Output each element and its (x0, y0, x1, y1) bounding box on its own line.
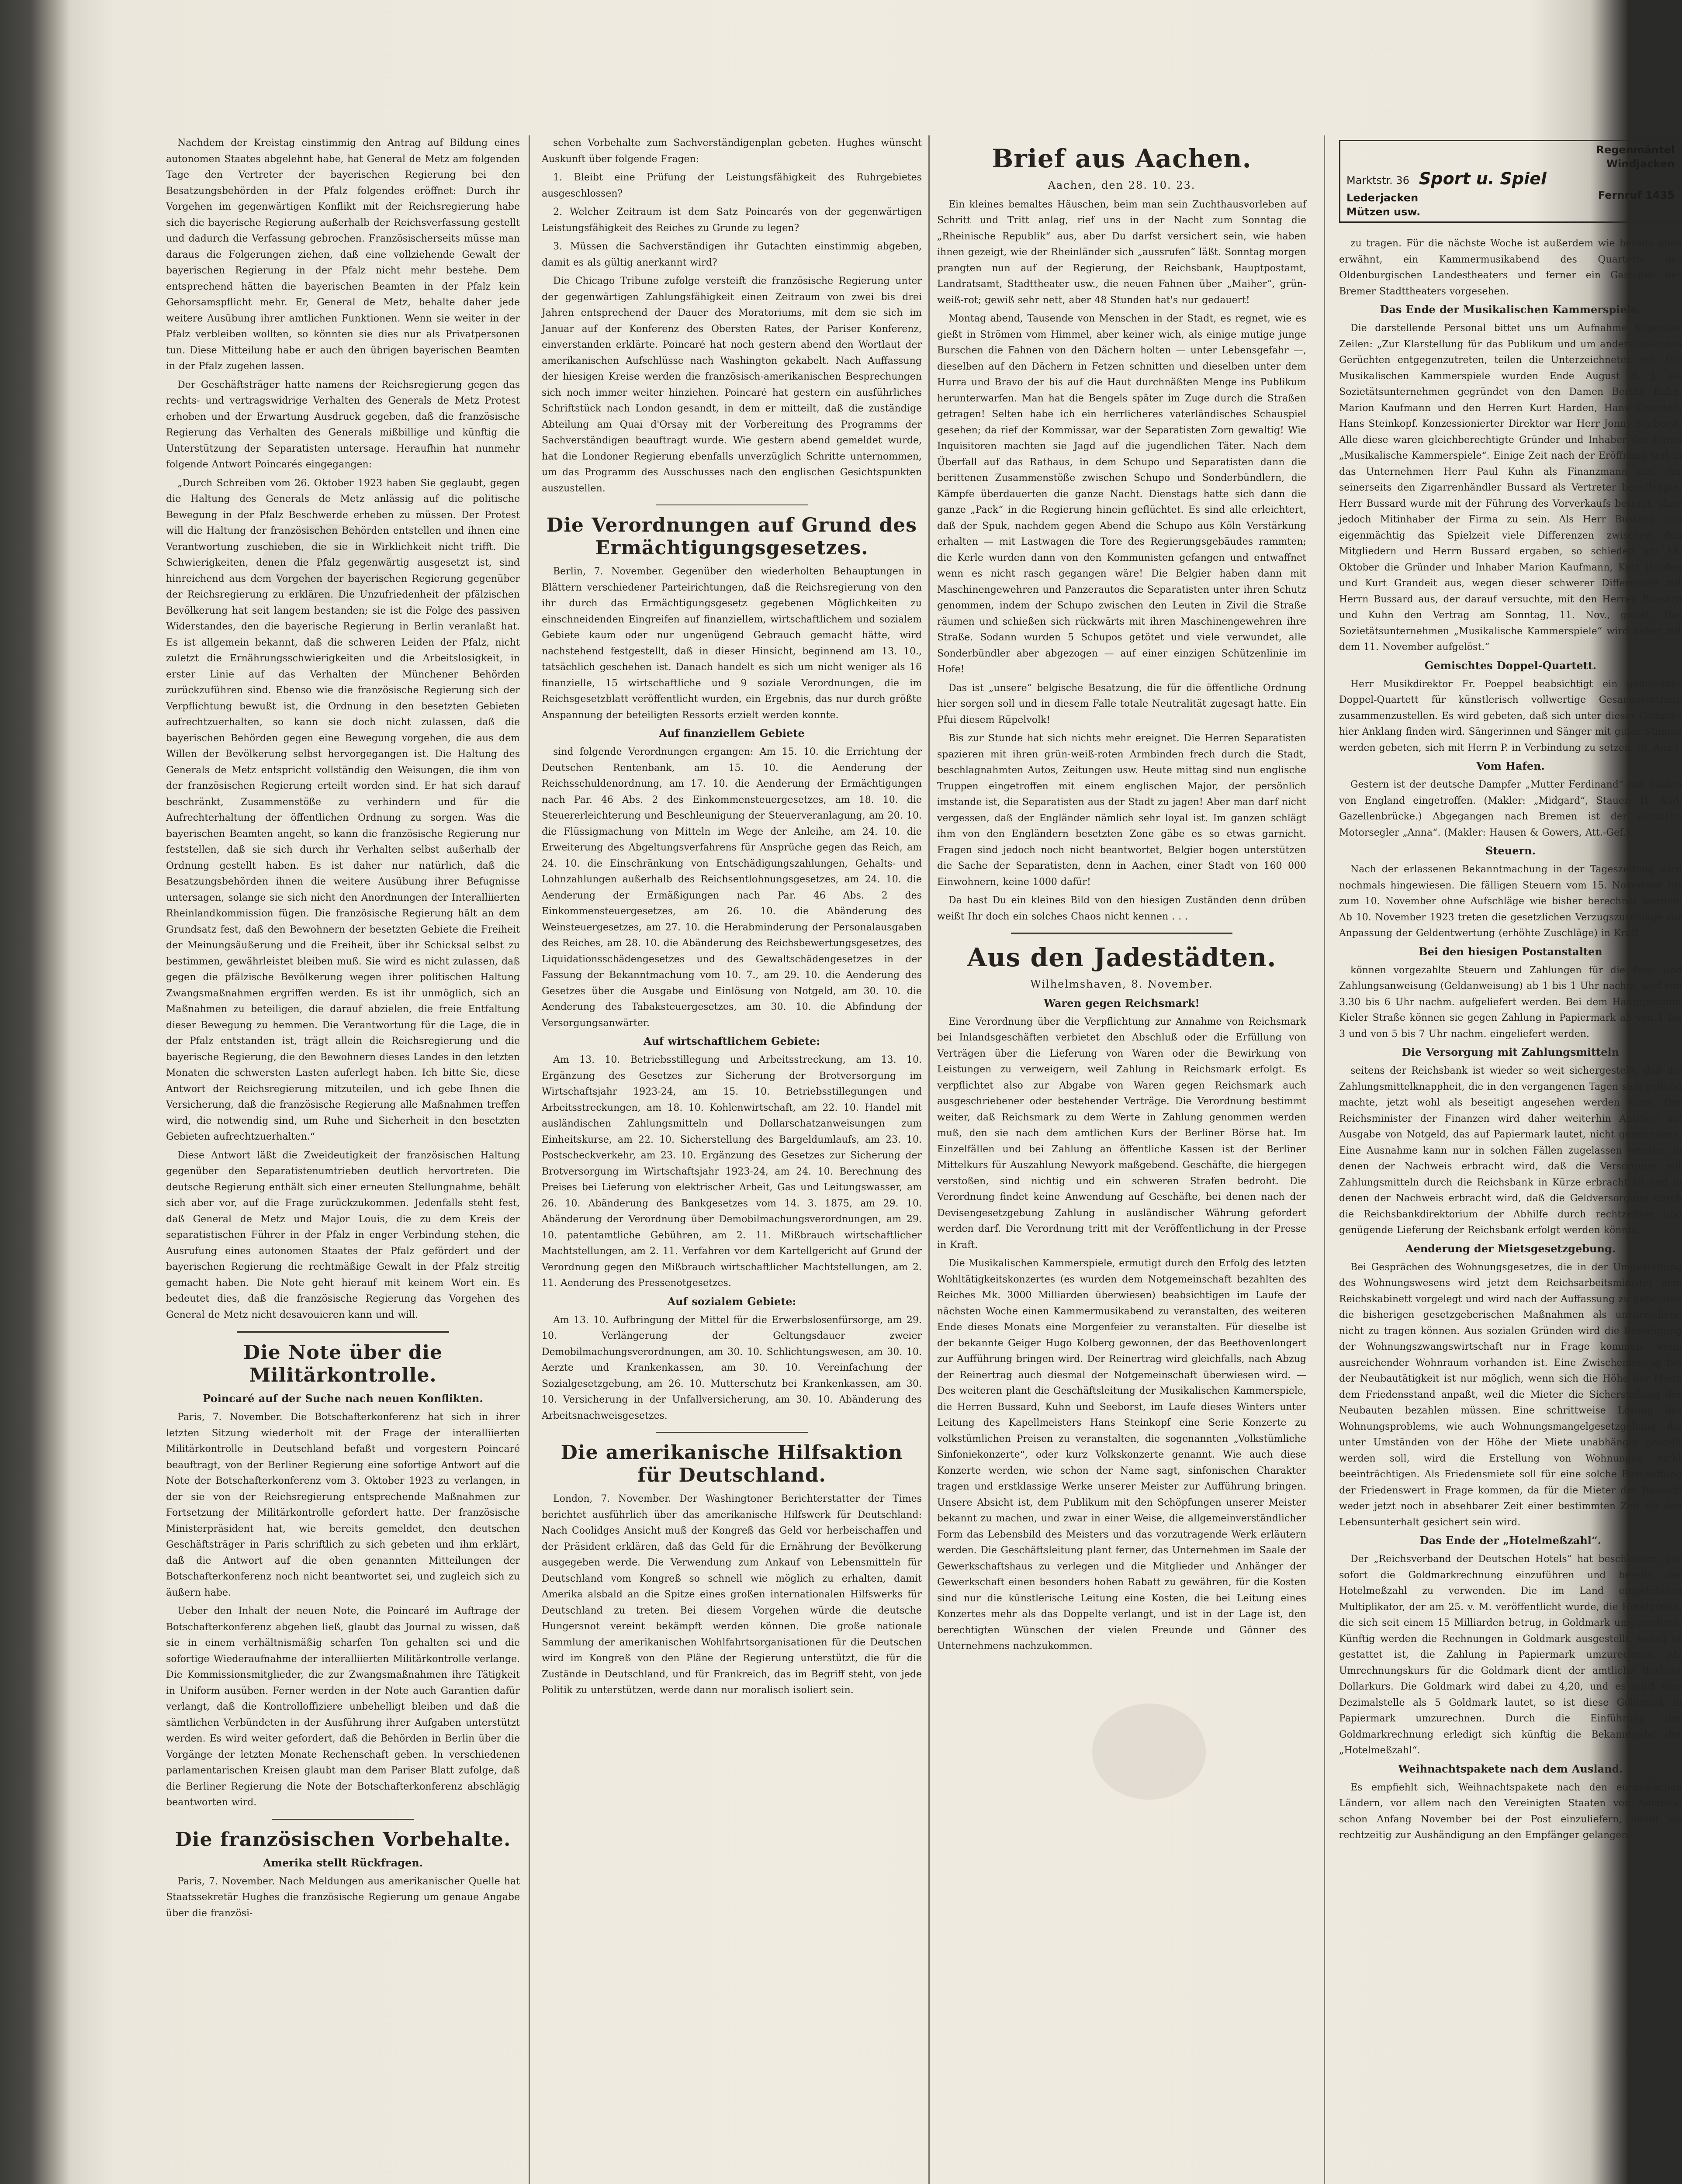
article-paragraph: Nach der erlassenen Bekanntmachung in der Tageszeitung wird nochmals hingewiesen. Die fälligen Steuern vom 15. November bis zum 10. November ohne Aufschläge wie bisher berechnet werden. Ab 10. November 1923 treten die gesetzlichen Verzugszuschläge zur Anpassung der Geldentwertung (erhöhte Zuschläge) in Kraft. (1339, 864, 1682, 939)
news-item-heading: Das Ende der „Hotelmeßzahl“. (1419, 1534, 1602, 1547)
section-subheading: Auf wirtschaftlichem Gebiete: (643, 1035, 820, 1047)
dateline: Aachen, den 28. 10. 23. (1048, 179, 1196, 191)
article-separator (272, 1819, 414, 1820)
article-paragraph: Bei Gesprächen des Wohnungsgesetzes, die in der Umgestaltung des Wohnungswesens wird jetzt dem Reichsarbeitsminister dem Reichskabinett vorgelegt und wird nach der Auffassung zu gebe, daß die bisherigen gesetzgeberischen Maßnahmen als unzureichend nicht zu tragen können. Aus sozialen Gründen wird die Beseitigung der Wohnungszwangswirtschaft nur in Frage kommen, wenn ausreichender Wohnraum vorhanden ist. Eine Zwischenlösung bei der Neubautätigkeit ist nur möglich, wenn sich die Höhe der Miete dem Friedensstand anpaßt, weil die Mieter die Sicherstellung der Neubauten bezahlen müssen. Eine schrittweise Lösung des Wohnungsproblems, wie auch Wohnungsmangelgesetzgebung, die unter Umständen von der Höhe der Miete unabhängig gestellt werden soll, wird die Erstellung von Wohnungen nicht beeinträchtigen. Als Friedensmiete soll für eine solche Beschaffung der Friedenswert in Frage kommen, da für die Mieter der Baustoff weder jetzt noch in absehbarer Zeit einer bestimmten Zeit für den Lebensunterhalt gesichert sein wird. (1339, 1261, 1682, 1528)
article-paragraph: 1. Bleibt eine Prüfung der Leistungsfähigkeit des Ruhrgebietes ausgeschlossen? (542, 172, 922, 199)
headline-jadestaedte: Aus den Jadestädten. (967, 943, 1277, 972)
news-item-heading: Weihnachtspakete nach dem Ausland. (1398, 1762, 1623, 1775)
article-paragraph: Ein kleines bemaltes Häuschen, beim man sein Zuchthausvorleben auf Schritt und Tritt anlag, rief uns in der Nacht zum Sonntag die „Rheinische Republik“ aus, aber Du darfst versichert sein, wie haben ihnen gezeigt, wie der Rheinländer sich „aussrufen“ läßt. Sonntag morgen prangten nun auf der Regierung, der Reichsbank, Hauptpostamt, Landratsamt, Stadttheater usw., die neuen Fahnen über „Maiher“, grün-weiß-rot; gewiß sehr nett, aber 48 Stunden hat's nur gedauert! (937, 199, 1306, 306)
ad-text: Lederjacken (1346, 192, 1419, 204)
article-paragraph: seitens der Reichsbank ist wieder so weit sichergestellt, daß die Zahlungsmittelknappheit, die in den vergangenen Tagen sich geltend machte, jetzt wohl als beseitigt angesehen werden kann. Der Reichsminister der Finanzen wird daher weiterhin Anträge auf Ausgabe von Notgeld, das auf Papiermark lautet, nicht genehmigen. Eine Ausnahme kann nur in solchen Fällen zugelassen werden, in denen der Nachweis erbracht wird, daß die Versorgung mit Zahlungsmitteln durch die Reichsbank in Kürze erbracht ist und in denen der Nachweis erbracht wird, daß die Geldversorgung durch die Reichsbankdirektorium der Abhilfe durch rechtzeitige und genügende Lieferung der Reichsbank erfolgt werden könnte. (1339, 1065, 1682, 1236)
column-1 (166, 135, 520, 2184)
column-rule (1324, 135, 1325, 2184)
news-item-heading: Das Ende der Musikalischen Kammerspiele. (1380, 303, 1641, 316)
article-paragraph: 3. Müssen die Sachverständigen ihr Gutachten einstimmig abgeben, damit es als gültig anerkannt wird? (542, 241, 922, 268)
article-paragraph: schen Vorbehalte zum Sachverständigenplan gebeten. Hughes wünscht Auskunft über folgende Fragen: (542, 138, 922, 165)
headline-brief-aus-aachen: Brief aus Aachen. (992, 144, 1252, 173)
article-paragraph: Ueber den Inhalt der neuen Note, die Poincaré im Auftrage der Botschafterkonferenz abgehen ließ, glaubt das Journal zu wissen, daß sie in einem verhältnismäßig scharfen Ton gehalten sei und die sofortige Wiederaufnahme der interalliierten Militärkontrolle verlange. Die Kommissionsmitglieder, die zur Zwangsmaßnahmen ihre Tätigkeit in Uniform ausüben. Ferner werden in der Note auch Garantien dafür verlangt, daß die Kontrolloffiziere unbehelligt bleiben und daß die sämtlichen Verbündeten in der Ausführung ihrer Aufgaben unterstützt werden. Es wird weiter gefordert, daß die Behörden in Berlin über die Vorgänge der letzten Monate Rechenschaft geben. In verschiedenen parlamentarischen Kreisen glaubt man dem Pariser Blatt zufolge, daß die Berliner Regierung die Note der Botschafterkonferenz abschlägig beantworten wird. (166, 1606, 520, 1808)
article-paragraph: Das ist „unsere“ belgische Besatzung, die für die öffentliche Ordnung hier sorgen soll und in diesem Falle totale Neutralität zugesagt hatte. Ein Pfui diesem Rüpelvolk! (937, 682, 1306, 726)
ad-text: Mützen usw. (1346, 206, 1421, 218)
article-paragraph: Diese Antwort läßt die Zweideutigkeit der französischen Haltung gegenüber den Separatistenumtrieben deutlich hervortreten. Die deutsche Regierung enthält sich einer erneuten Stellungnahme, behält sich aber vor, auf die Frage zurückzukommen. Jedenfalls steht fest, daß General de Metz und Major Louis, die zu dem Kreis der separatistischen Führer in der Pfalz in enger Verbindung stehen, die Ausrufung eines autonomen Staates der Pfalz gefördert und der bayerischen Regierung die rechtmäßige Gewalt in der Pfalz streitig gemacht haben. Die Note geht hierauf mit keinem Wort ein. Es bedeutet dies, daß die französische Regierung das Vorgehen des General de Metz nicht desavouieren kann und will. (166, 1150, 520, 1320)
article-paragraph: Berlin, 7. November. Gegenüber den wiederholten Behauptungen in Blättern verschiedener Parteirichtungen, daß die Reichsregierung von den ihr durch das Ermächtigungsgesetz gegebenen Möglichkeiten zu einschneidenden Eingreifen auf finanziellem, wirtschaftlichem und sozialem Gebiete kaum oder nur ungenügend Gebrauch gemacht hätte, wird nachstehend festgestellt, daß in dieser Hinsicht, beginnend am 13. 10., tatsächlich geschehen ist. Danach handelt es sich um nicht weniger als 16 finanzielle, 15 wirtschaftliche und 9 soziale Verordnungen, die im Reichsgesetzblatt veröffentlicht wurden, ein Ergebnis, das nur durch größte Anspannung der beteiligten Ressorts erzielt werden konnte. (542, 566, 922, 721)
headline-verordnungen: Die Verordnungen auf Grund des Ermächtigungsgesetzes. (547, 514, 917, 559)
subheadline: Amerika stellt Rückfragen. (263, 1856, 423, 1869)
article-paragraph: Nachdem der Kreistag einstimmig den Antrag auf Bildung eines autonomen Staates abgelehnt habe, hat General de Metz am folgenden Tage den Vertreter der bayerischen Regierung bei den Besatzungsbehörden in der Pfalz folgendes eröffnet: Durch ihr Vorgehen im gegenwärtigen Konflikt mit der Reichsregierung habe sich die bayerische Regierung außerhalb der Reichsverfassung gestellt und dadurch die Verfassung gebrochen. Französischerseits müsse man daraus die Folgerungen ziehen, daß eine vollziehende Gewalt der bayerischen Regierung in der Pfalz nicht mehr bestehe. Dem entsprechend hätten die bayerischen Beamten in der Pfalz kein Gehorsamspflicht mehr. Er, General de Metz, behalte daher jede weitere Ausübung ihrer amtlichen Funktionen. Wenn sie weiter in der Pfalz verbleiben wollten, so könnten sie dies nur als Privatpersonen tun. Diese Mitteilung habe er auch den übrigen bayerischen Beamten in der Pfalz zugehen lassen. (166, 138, 520, 372)
article-paragraph: Da hast Du ein kleines Bild von den hiesigen Zuständen denn drüben weißt Ihr doch ein solches Chaos nicht kennen . . . (937, 895, 1306, 922)
ad-address: Marktstr. 36 (1346, 174, 1409, 187)
article-paragraph: Gestern ist der deutsche Dampfer „Mutter Ferdinand“ mit Kohlen von England eingetroffen. (Makler: „Midgard“, Stauer: H. Aud, Gazellenbrücke.) Abgegangen nach Bremen ist der deutsche Motorsegler „Anna“. (Makler: Hausen & Gowers, Att.-Gef.) (1339, 779, 1682, 838)
column-2 (542, 135, 922, 2184)
ad-text: Windjacken (1606, 158, 1675, 170)
article-paragraph: sind folgende Verordnungen ergangen: Am 15. 10. die Errichtung der Deutschen Rentenbank, am 15. 10. die Aenderung der Reichsschuldenordnung, am 17. 10. die Aenderung der Ermächtigungen nach Par. 46 Abs. 2 des Einkommensteuergesetzes, am 18. 10. die Steuererleichterung und Beschleunigung der Steuerveranlagung, am 20. 10. die Flüssigmachung von Mitteln im Wege der Anleihe, am 24. 10. die Erweiterung des Abgeltungsverfahrens für Ansprüche gegen das Reich, am 24. 10. die Einschränkung von Entschädigungszahlungen, Gehalts- und Lohnzahlungen außerhalb des Reichsentlohnungsgesetzes, am 24. 10. die Aenderung der Ermäßigungen nach Par. 46 Abs. 2 des Einkommensteuergesetzes, am 26. 10. die Abänderung des Weinsteuergesetzes, am 27. 10. die Herabminderung der Personalausgaben des Reiches, am 28. 10. die Abänderung des Reichsbewertungsgesetzes, des Liquidationsschädengesetzes und des Gewaltschädengesetzes in der Fassung der Bekanntmachung vom 10. 7., am 29. 10. die Aenderung des Gesetzes über die Ausgabe und Einlösung von Notgeld, am 30. 10. die Aenderung des Tabaksteuergesetzes, am 30. 10. die Abfindung der Versorgungsanwärter. (542, 746, 922, 1029)
subheadline: Waren gegen Reichsmark! (1044, 996, 1200, 1009)
news-item-heading: Die Versorgung mit Zahlungsmitteln (1402, 1046, 1620, 1058)
article-paragraph: Es empfiehlt sich, Weihnachtspakete nach den europäischen Ländern, vor allem nach den Vereinigten Staaten von Amerika, schon Anfang November bei der Post einzuliefern, damit sie rechtzeitig zur Aushändigung an den Empfänger gelangen. (1339, 1782, 1682, 1841)
news-item-heading: Bei den hiesigen Postanstalten (1419, 945, 1602, 958)
article-paragraph: „Durch Schreiben vom 26. Oktober 1923 haben Sie geglaubt, gegen die Haltung des Generals de Metz anlässig auf die politische Bewegung in der Pfalz Beschwerde erheben zu müssen. Der Protest will die Haltung der französischen Behörden entstellen und ihnen eine Verantwortung zuschieben, die sie in Wirklichkeit nicht trifft. Die Schwierigkeiten, denen die Pfalz gegenwärtig ausgesetzt ist, sind hinreichend aus dem Vorgehen der bayerischen Regierung gegenüber der Reichsregierung zu erklären. Die Unzufriedenheit der pfälzischen Bevölkerung hat seit langem bestanden; sie ist die Folge des passiven Widerstandes, den die bayerische Regierung in Berlin veranlaßt hat. Es ist allgemein bekannt, daß die schweren Leiden der Pfalz, nicht zuletzt die Ernährungsschwierigkeiten und die Arbeitslosigkeit, in erster Linie auf das Verhalten der Münchener Behörden zurückzuführen sind. Ebenso wie die französische Regierung sich der Verpflichtung bewußt ist, die Ordnung in den besetzten Gebieten aufrechtzuerhalten, so kann sie doch nicht zulassen, daß die bayerischen Behörden gegen eine Bewegung vorgehen, die aus dem Willen der Bevölkerung selbst hervorgegangen ist. Die Haltung des Generals de Metz entspricht vollständig den Weisungen, die ihm von der französischen Regierung erteilt worden sind. Er hat sich darauf beschränkt, Zusammenstöße zu verhindern und für die Aufrechterhaltung der öffentlichen Ordnung zu sorgen. Was die bayerischen Beamten angeht, so kann die französische Regierung nur feststellen, daß sie sich durch ihr Verhalten selbst außerhalb der Ordnung gestellt haben. Es ist daher nur natürlich, daß die Besatzungsbehörden ihnen die weitere Ausübung ihrer Befugnisse untersagen, solange sie sich nicht den Anordnungen der Interalliierten Rheinlandkommission fügen. Die französische Regierung hält an dem Grundsatz fest, daß den Bewohnern der besetzten Gebiete die Freiheit der Meinungsäußerung und die Freiheit, über ihr Schicksal selbst zu bestimmen, gewährleistet bleiben muß. Sie wird es nicht zulassen, daß gegen die pfälzische Bevölkerung wegen ihrer politischen Haltung Zwangsmaßnahmen ergriffen werden. Es ist ihr unmöglich, sich an Maßnahmen zu beteiligen, die darauf abzielen, die freie Entfaltung dieser Bewegung zu hemmen. Die Verantwortung für die Lage, die in der Pfalz entstanden ist, trägt allein die Reichsregierung und die bayerische Regierung, die den Bewohnern dieses Landes in den letzten Monaten die schwersten Lasten auferlegt haben. Ich bitte Sie, diese Antwort der Reichsregierung mitzuteilen, und ich gebe Ihnen die Versicherung, daß die französische Regierung alle Maßnahmen treffen wird, die notwendig sind, um Ruhe und Sicherheit in den besetzten Gebieten aufrechtzuerhalten.“ (166, 477, 520, 1142)
advertisement-sport-u-spiel (1339, 140, 1682, 223)
news-item-heading: Gemischtes Doppel-Quartett. (1424, 659, 1597, 672)
column-4 (1339, 236, 1682, 2184)
article-paragraph: Eine Verordnung über die Verpflichtung zur Annahme von Reichsmark bei Inlandsgeschäften verbietet den Abschluß oder die Erfüllung von Verträgen über die Lieferung von Waren oder die Bewirkung von Leistungen zu verweigern, weil Zahlung in Reichsmark erfolgt. Es verpflichtet also zur Abgabe von Waren gegen Reichsmark auch ausgeschriebener oder bestehender Verträge. Die Verordnung bestimmt weiter, daß Reichsmark zu dem Werte in Zahlung genommen werden muß, den sie nach dem amtlichen Kurs der Berliner Börse hat. Im Einzelfällen und bei Zahlung an öffentliche Kassen ist der Berliner Mittelkurs für Auszahlung Newyork maßgebend. Geschäfte, die hiergegen verstoßen, sind nichtig und ein schweren Strafen bedroht. Die Verordnung findet keine Anwendung auf Geschäfte, bei denen nach der Devisengesetzgebung Zahlung in ausländischer Währung gefordert werden darf. Die Verordnung tritt mit der Veröffentlichung in der Presse in Kraft. (937, 1016, 1306, 1251)
article-paragraph: Am 13. 10. Betriebsstillegung und Arbeitsstreckung, am 13. 10. Ergänzung des Gesetzes zur Sicherung der Brotversorgung im Wirtschaftsjahr 1923-24, am 15. 10. Betriebsstillegungen und Arbeitsstreckungen, am 18. 10. Kohlenwirtschaft, am 22. 10. Handel mit ausländischen Zahlungsmitteln und Dollarschatzanweisungen zum Einheitskurse, am 22. 10. Sicherstellung des Bargeldumlaufs, am 23. 10. Postscheckverkehr, am 23. 10. Ergänzung des Gesetzes zur Sicherung der Brotversorgung im Wirtschaftsjahr 1923-24, am 24. 10. Berechnung des Preises bei Lieferung von elektrischer Arbeit, Gas und Leitungswasser, am 26. 10. Abänderung des Bankgesetzes vom 14. 3. 1875, am 29. 10. Abänderung der Verordnung über Demobilmachungsverordnungen, am 29. 10. patentamtliche Gebühren, am 2. 11. Mißbrauch wirtschaftlicher Machtstellungen, am 2. 11. Verfahren vor dem Kartellgericht auf Grund der Verordnung gegen den Mißbrauch wirtschaftlicher Machtstellungen, am 2. 11. Aenderung des Pressenotgesetzes. (542, 1054, 922, 1289)
headline-vorbehalte: Die französischen Vorbehalte. (175, 1828, 511, 1851)
article-paragraph: Am 13. 10. Aufbringung der Mittel für die Erwerbslosenfürsorge, am 29. 10. Verlängerung der Geltungsdauer zweier Demobilmachungsverordnungen, am 30. 10. Schlichtungswesen, am 30. 10. Aerzte und Krankenkassen, am 30. 10. Vereinfachung der Sozialgesetzgebung, am 26. 10. Mutterschutz bei Krankenkassen, am 30. 10. Versicherung in der Unfallversicherung, am 30. 10. Abänderung des Arbeitsnachweisgesetzes. (542, 1314, 922, 1421)
article-separator (656, 1432, 808, 1433)
article-paragraph: zu tragen. Für die nächste Woche ist außerdem wie bereits oben erwähnt, ein Kammermusikabend des Quartetts des Oldenburgischen Landestheaters und ferner ein Gastspiel des Bremer Stadttheaters vorgesehen. (1339, 238, 1682, 297)
newspaper-page (66, 109, 1682, 2184)
article-paragraph: Paris, 7. November. Nach Meldungen aus amerikanischer Quelle hat Staatssekretär Hughes die französische Regierung um genaue Angabe über die französi- (166, 1876, 520, 1919)
news-item-heading: Aenderung der Mietsgesetzgebung. (1405, 1242, 1616, 1255)
article-paragraph: können vorgezahlte Steuern und Zahlungen für die Post- und Zahlungsanweisung (Geldanweisung) ab 1 bis 1 Uhr nachm. und von 3.30 bis 6 Uhr nachm. aufgeliefert werden. Bei dem Hauptpostamt Kieler Straße können sie gegen Zahlung in Papiermark ab von 1 bis 3 und von 5 bis 7 Uhr nachm. eingeliefert werden. (1339, 964, 1682, 1040)
section-subheading: Auf sozialem Gebiete: (667, 1295, 796, 1308)
article-paragraph: Der Geschäftsträger hatte namens der Reichsregierung gegen das rechts- und vertragswidrige Verhalten des Generals de Metz Protest erhoben und der Erwartung Ausdruck gegeben, daß die französische Regierung das Verhalten des Generals mißbillige und künftig die Unterstützung der Separatisten untersage. Heraufhin hat nunmehr folgende Antwort Poincarés eingegangen: (166, 379, 520, 470)
ad-brand: Sport u. Spiel (1419, 169, 1547, 188)
article-paragraph: Der „Reichsverband der Deutschen Hotels“ hat beschlossen, per sofort die Goldmarkrechnung einzuführen und bereits der Hotelmeßzahl zu verwenden. Die im Land eingeführten Multiplikator, der am 25. v. M. veröffentlicht wurde, die Hotelpreise, die sich seit einem 15 Milliarden betrug, in Goldmark umgerechnet. Künftig werden die Rechnungen in Goldmark ausgestellt, wobei es gestattet ist, die Zahlung in Papiermark umzurechnen. Als Umrechnungskurs für die Goldmark dient der amtliche Berliner Dollarkurs. Die Goldmark wird dabei zu 4,20, und es wird eine Dezimalstelle als 5 Goldmark lautet, so ist diese Goldmark in Papiermark umzurechnen. Durch die Einführung der Goldmarkrechnung erledigt sich künftig die Bekanntgabe der „Hotelmeßzahl“. (1339, 1554, 1682, 1756)
news-item-heading: Vom Hafen. (1476, 760, 1545, 772)
subheadline: Poincaré auf der Suche nach neuen Konflikten. (203, 1392, 483, 1405)
ad-text: Regenmäntel (1596, 144, 1675, 156)
column-rule (928, 135, 930, 2184)
article-paragraph: Paris, 7. November. Die Botschafterkonferenz hat sich in ihrer letzten Sitzung wiederholt mit der Frage der interalliierten Militärkontrolle in Deutschland befaßt und vorgestern Poincaré beauftragt, von der Berliner Regierung eine sofortige Antwort auf die Note der Botschafterkonferenz vom 3. Oktober 1923 zu verlangen, in der sie von der Reichsregierung entsprechende Maßnahmen zur Fortsetzung der Militärkontrolle gefordert hatte. Der französische Ministerpräsident hat, wie bereits gemeldet, den deutschen Geschäftsträger in Paris schriftlich zu sich gebeten und ihm erklärt, daß die Antwort auf die oben genannten Mitteilungen der Botschafterkonferenz noch nicht beantwortet sei, und zugleich sich zu äußern habe. (166, 1412, 520, 1598)
column-3 (937, 135, 1306, 2184)
section-subheading: Auf finanziellem Gebiete (659, 727, 805, 740)
article-paragraph: 2. Welcher Zeitraum ist dem Satz Poincarés von der gegenwärtigen Leistungsfähigkeit des Reiches zu Grunde zu legen? (542, 207, 922, 234)
article-paragraph: Die darstellende Personal bittet uns um Aufnahme folgender Zeilen: „Zur Klarstellung für das Publikum und um anderslautenden Gerüchten entgegenzutreten, teilen die Unterzeichneten mit: Die Musikalischen Kammerspiele wurden Ende August d. J. als Sozietätsunternehmen gegründet von den Damen Bertha Kuhn, Marion Kaufmann und den Herren Kurt Harden, Hans Grandeit, Hans Steinkopf. Konzessionierter Direktor war Herr Jonny Seeborst. Alle diese waren gleichberechtigte Gründer und Inhaber der Firma „Musikalische Kammerspiele“. Einige Zeit nach der Eröffnung trat in das Unternehmen Herr Paul Kuhn als Finanzmann ein, der seinerseits den Zigarrenhändler Bussard als Vertreter beauftragte. Herr Bussard wurde mit der Führung des Vorverkaufs betraut, ohne jedoch Mitinhaber der Firma zu sein. Als Herr Bussard nun eigenmächtig das Spielzeit viele Differenzen zwischen den Mitgliedern und Herrn Bussard ergaben, so schieden am 18. Oktober die Gründer und Inhaber Marion Kaufmann, Kurt Harden und Kurt Grandeit aus, wegen dieser schwerer Differenzen mit Herrn Bussard aus, der darauf versuchte, mit den Herren Bussard und Kuhn den Vertrag am Sonntag, 11. Nov., gelöst. Das Sozietätsunternehmen „Musikalische Kammerspiele“ wird daher mit dem 11. November aufgelöst.“ (1339, 323, 1682, 653)
article-paragraph: Die Chicago Tribune zufolge versteift die französische Regierung unter der gegenwärtigen Zahlungsfähigkeit einen Zeitraum von zwei bis drei Jahren entsprechend der Dauer des Moratoriums, mit dem sie sich im Januar auf der Konferenz des Obersten Rates, der Pariser Konferenz, einverstanden erklärte. Poincaré hat noch gestern abend den Wortlaut der amerikanischen Aufschlüsse nach Washington gekabelt. Nach Auffassung der hiesigen Kreise werden die französisch-amerikanischen Besprechungen sich noch immer weiter hinziehen. Poincaré hat gestern ein ausführliches Schriftstück nach London gesandt, in dem er mitteilt, daß die zuständige Abteilung am Quai d'Orsay mit der Vorbereitung des Programms der Sachverständigen beauftragt wurde. Wie gestern abend gemeldet wurde, hat die Londoner Regierung ebenfalls unverzüglich Schritte unternommen, um das Programm des Ausschusses nach den englischen Gesichtspunkten auszustellen. (542, 276, 922, 494)
article-paragraph: Die Musikalischen Kammerspiele, ermutigt durch den Erfolg des letzten Wohltätigkeitskonzertes (es wurden dem Notgemeinschaft bezahlten des Reiches Mk. 3000 Milliarden überwiesen) beabsichtigen im Laufe der nächsten Woche einen Kammermusikabend zu veranstalten, des weiteren Ende dieses Monats eine Morgenfeier zu veranstalten. Für dieselbe ist der bekannte Geiger Hugo Kolberg gewonnen, der das Beethovenlongert zur Aufführung bringen wird. Der Reinertrag wird gleichfalls, nach Abzug der Reinertrag auch diesmal der Notgemeinschaft überwiesen wird. — Des weiteren plant die Geschäftsleitung der Musikalischen Kammerspiele, die Herren Bussard, Kuhn und Seeborst, im Laufe dieses Winters unter Leitung des Kapellmeisters Hans Steinkopf eine Serie Konzerte zu volkstümlichen Preisen zu veranstalten, die sogenannten „Volkstümliche Sinfoniekonzerte“, oder kurz Volkskonzerte genannt. Wie auch diese Konzerte werden, wie schon der Name sagt, sinfonischen Charakter tragen und erstklassige Werke unserer Meister zur Aufführung bringen. Unsere Absicht ist, dem Publikum mit den Schöpfungen unserer Meister bekannt zu machen, und zwar in einer Weise, die allgemeinverständlicher Form das Lebensbild des Meisters und das vorzutragende Werk erläutern werden. Die Geschäftsleitung plant ferner, das Unternehmen im Saale der Gewerkschaftshaus zu verlegen und die Mitglieder und Anhänger der Gewerkschaft einen besonders hohen Rabatt zu gewähren, für die Kosten sind nur die künstlerische Leitung eine Kosten, die bei Leitung eines Konzertes mehr als das Doppelte verlangt, und ist in der Lage ist, den berechtigten Wünschen der vielen Freunde und Gönner des Unternehmens nachzukommen. (937, 1258, 1306, 1652)
article-paragraph: Herr Musikdirektor Fr. Poeppel beabsichtigt ein gemischtes Doppel-Quartett für künstlerisch vollwertige Gesangsvorträge zusammenzustellen. Es wird gebeten, daß sich unter dieser Gedanke hier Anklang finden wird. Sängerinnen und Sänger mit guter Stimme werden gebeten, sich mit Herrn P. in Verbindung zu setzen. (S. Anz.) (1339, 678, 1682, 753)
ad-phone: Fernruf 1435 (1598, 189, 1675, 201)
article-paragraph: London, 7. November. Der Washingtoner Berichterstatter der Times berichtet ausführlich über das amerikanische Hilfswerk für Deutschland: Nach Coolidges Ansicht muß der Kongreß das Geld vor herbeischaffen und der Präsident erklären, daß das Geld für die Ernährung der Bevölkerung ausgegeben werde. Die Verwendung zum Ankauf von Lebensmitteln für Deutschland vom Kongreß so schnell wie möglich zu erhalten, damit Amerika alsbald an die Spitze eines großen internationalen Hilfswerks für Deutschland zu treten. Bei diesem Vorgehen würde die deutsche Hungersnot vereint bekämpft werden können. Die große nationale Sammlung der amerikanischen Wohlfahrtsorganisationen für die Deutschen wird im Kongreß von den Pläne der Regierung unterstützt, die für die Zustände in Deutschland, und für Frankreich, das im Begriff steht, von jede Politik zu unterstützen, werde dann nur moralisch isoliert sein. (542, 1493, 922, 1696)
column-rule (529, 135, 530, 2184)
article-separator (1011, 933, 1232, 934)
news-item-heading: Steuern. (1485, 844, 1536, 857)
article-paragraph: Montag abend, Tausende von Menschen in der Stadt, es regnet, wie es gießt in Strömen vom Himmel, aber keiner wich, als einige mutige junge Burschen die Fahnen von den Dächern holten — unter Lebensgefahr —, dieselben auf den Dächern in Fetzen schnitten und dieselben unter dem Hurra und Bravo der bis auf die Haut durchnäßten Menge ins Publikum herunterwarfen. Man hat die Bengels später im Zuge durch die Straßen getragen! Selten habe ich ein herrlicheres vaterländisches Schauspiel gesehen; da rief der Kommissar, war der Separatisten Zorn gewaltig! Wie Inquisitoren machten sie Jagd auf die jugendlichen Täter. Nach dem Überfall auf das Rathaus, in dem Schupo und Separatisten dann die berittenen Zusammenstöße zwischen Schupo und Sonderbündlern, die Kämpfe überdauerten die ganze Nacht. Dienstags hatte sich dann die ganze „Pack“ in die Regierung hinein geflüchtet. Es sind alle erleichtert, daß der Spuk, nachdem gegen Abend die Schupo aus Köln Verstärkung erhalten — mit Lastwagen die Tore des Regierungsgebäudes rammten; die Kerle wurden dann von den Kommunisten gefangen und entwaffnet wenn es nicht rasch gegangen wäre! Die Belgier haben dann mit Maschinengewehren und Panzerautos die Separatisten unter ihren Schutz genommen, indem der Schupo zwischen den Leuten in Zivil die Straße räumen und schießen sich rückwärts mit ihren Maschinengewehren ihre Straße. Sodann wurden 5 Schupos getötet und viele verwundet, alle Sonderbündler aber abgezogen — auf einer einzigen Schützenlinie im Hofe! (937, 313, 1306, 675)
headline-militaerkontrolle: Die Note über die Militärkontrolle. (243, 1341, 443, 1386)
headline-hilfsaktion: Die amerikanische Hilfsaktion für Deutschland. (561, 1441, 903, 1486)
article-paragraph: Bis zur Stunde hat sich nichts mehr ereignet. Die Herren Separatisten spazieren mit ihren grün-weiß-roten Armbinden frech durch die Stadt, beschlagnahmten Autos, Zeitungen usw. Heute mittag sind nun englische Truppen eingetroffen mit einem englischen Major, der persönlich imstande ist, die Separatisten aus der Stadt zu jagen! Aber man darf nicht vergessen, daß der Engländer nämlich sehr loyal ist. Im ganzen schlägt ihm von den Engländern besetzten Zone gäbe es so etwas garnicht. Fragen sind jedoch noch nicht beantwortet, Belgier bogen unterstützen die Sache der Separatisten, denn in Aachen, einer Stadt von 160 000 Einwohnern, keine 1000 dafür! (937, 733, 1306, 888)
article-separator (237, 1331, 449, 1333)
dateline: Wilhelmshaven, 8. November. (1030, 978, 1213, 990)
